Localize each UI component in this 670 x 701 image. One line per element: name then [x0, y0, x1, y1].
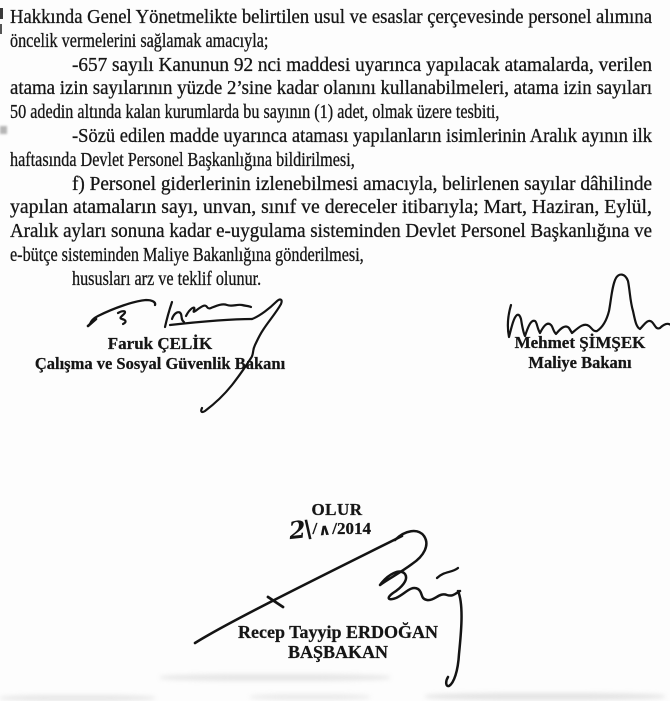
signatory-name: Mehmet ŞİMŞEK [514, 333, 646, 352]
erdogan-signature-icon [190, 526, 475, 698]
scan-artifact [0, 695, 155, 701]
body-line: 50 adedin altında kalan kurumlarda bu sayının (1) adet, olmak üzere tesbiti, [10, 102, 500, 124]
body-line: Aralık ayları sonuna kadar e-uygulama sisteminden Devlet Personel Başkanlığına ve [10, 221, 653, 243]
premier-name: Recep Tayyip ERDOĞAN [237, 622, 439, 642]
body-line: haftasında Devlet Personel Başkanlığına bildirilmesi, [10, 149, 355, 171]
body-line: -657 sayılı Kanunun 92 nci maddesi uyarınca yapılacak atamalarda, verilen [72, 54, 652, 76]
body-line: öncelik vermelerini sağlamak amacıyla; [10, 30, 269, 52]
date-year: /2014 [332, 519, 371, 538]
body-line: f) Personel giderlerinin izlenebilmesi amacıyla, belirlenen sayılar dâhilinde [72, 173, 653, 195]
approval-label: OLUR [311, 500, 363, 519]
body-line: atama izin sayılarının yüzde 2’sine kadar olanını kullanabilmeleri, atama izin sayıları [10, 78, 653, 100]
signatory-title: Çalışma ve Sosyal Güvenlik Bakanı [34, 353, 286, 373]
handwritten-day: 2\ [287, 513, 312, 546]
signatory-name: Faruk ÇELİK [107, 334, 213, 353]
body-line: hususları arz ve teklif olunur. [72, 268, 262, 290]
scan-artifact [0, 24, 2, 34]
premier-title: BAŞBAKAN [287, 642, 389, 662]
date-separator: / [312, 519, 318, 538]
handwritten-month: ∧ [317, 519, 332, 540]
signatory-faruk-block [5, 334, 315, 373]
signatory-mehmet-block [455, 333, 670, 372]
scan-artifact [0, 126, 7, 134]
body-line: Hakkında Genel Yönetmelikte belirtilen usul ve esaslar çerçevesinde personel alımına [10, 7, 652, 28]
body-text [10, 6, 652, 292]
signatory-title: Maliye Bakanı [528, 352, 632, 372]
body-line: e-bütçe sisteminden Maliye Bakanlığına gönderilmesi, [10, 244, 364, 266]
premier-block [208, 622, 468, 662]
body-line: yapılan atamaların sayı, unvan, sınıf ve dereceler itibarıyla; Mart, Haziran, Eylül, [10, 197, 652, 219]
scan-artifact [0, 8, 3, 19]
body-line: -Sözü edilen madde uyarınca ataması yapılanların isimlerinin Aralık ayının ilk [72, 125, 653, 147]
